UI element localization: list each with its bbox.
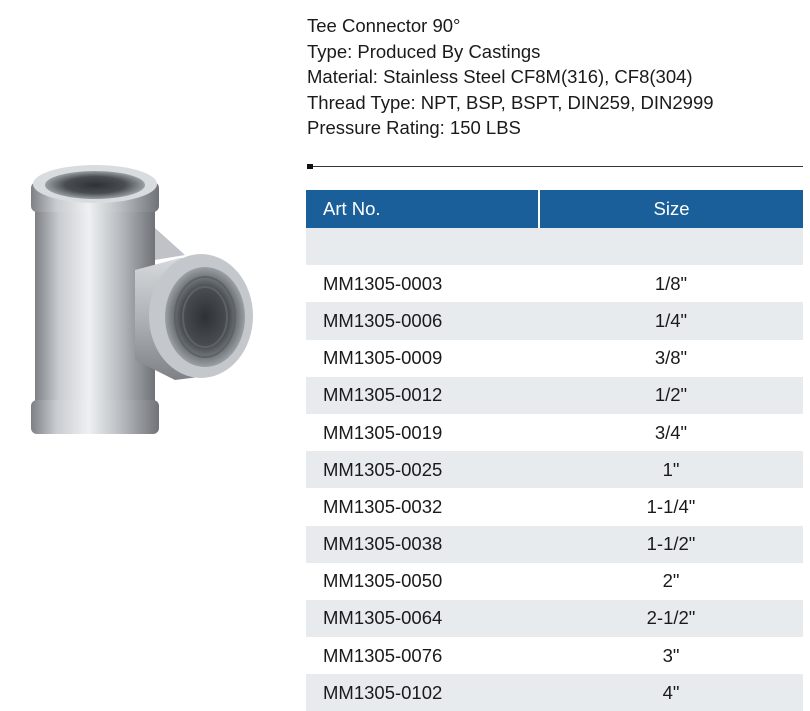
table-row — [306, 228, 803, 265]
table-row — [306, 637, 803, 674]
art-no-cell: MM1305-0076 — [306, 637, 539, 674]
table-row — [306, 563, 803, 600]
table-row — [306, 600, 803, 637]
art-no-cell: MM1305-0003 — [306, 265, 539, 302]
art-no-cell: MM1305-0050 — [306, 563, 539, 600]
art-no-cell: MM1305-0019 — [306, 414, 539, 451]
size-cell: 3/4" — [539, 414, 803, 451]
header-size: Size — [539, 190, 803, 228]
size-cell: 1-1/2" — [539, 526, 803, 563]
table-row — [306, 674, 803, 711]
art-no-cell: MM1305-0025 — [306, 451, 539, 488]
art-no-cell — [306, 228, 539, 265]
spec-pressure-rating: Pressure Rating: 150 LBS — [307, 117, 521, 138]
table-row — [306, 451, 803, 488]
table-header-row — [306, 190, 803, 228]
art-no-cell: MM1305-0064 — [306, 600, 539, 637]
divider-marker — [307, 164, 313, 169]
product-title: Tee Connector 90° — [307, 15, 461, 36]
size-cell: 3" — [539, 637, 803, 674]
size-cell: 1" — [539, 451, 803, 488]
art-no-cell: MM1305-0009 — [306, 340, 539, 377]
size-cell: 2-1/2" — [539, 600, 803, 637]
table-row — [306, 265, 803, 302]
art-no-cell: MM1305-0038 — [306, 526, 539, 563]
table-row — [306, 377, 803, 414]
header-art-no: Art No. — [306, 190, 539, 228]
table-row — [306, 526, 803, 563]
spec-thread-type: Thread Type: NPT, BSP, BSPT, DIN259, DIN2999 — [307, 91, 714, 113]
spec-material: Material: Stainless Steel CF8M(316), CF8(304) — [307, 66, 693, 87]
product-specs — [307, 13, 714, 141]
table-row — [306, 340, 803, 377]
tee-connector-image — [15, 160, 255, 445]
size-cell: 1/8" — [539, 265, 803, 302]
art-no-cell: MM1305-0012 — [306, 377, 539, 414]
spec-type: Type: Produced By Castings — [307, 40, 541, 62]
size-cell: 2" — [539, 563, 803, 600]
art-no-cell: MM1305-0006 — [306, 302, 539, 339]
art-no-cell: MM1305-0102 — [306, 674, 539, 711]
size-cell — [539, 228, 803, 265]
art-no-cell: MM1305-0032 — [306, 488, 539, 525]
size-table — [306, 190, 803, 711]
table-row — [306, 302, 803, 339]
size-cell: 4" — [539, 674, 803, 711]
size-cell: 1/2" — [539, 377, 803, 414]
size-cell: 1-1/4" — [539, 488, 803, 525]
table-row — [306, 414, 803, 451]
divider-line — [307, 166, 803, 167]
table-row — [306, 488, 803, 525]
size-cell: 1/4" — [539, 302, 803, 339]
size-cell: 3/8" — [539, 340, 803, 377]
